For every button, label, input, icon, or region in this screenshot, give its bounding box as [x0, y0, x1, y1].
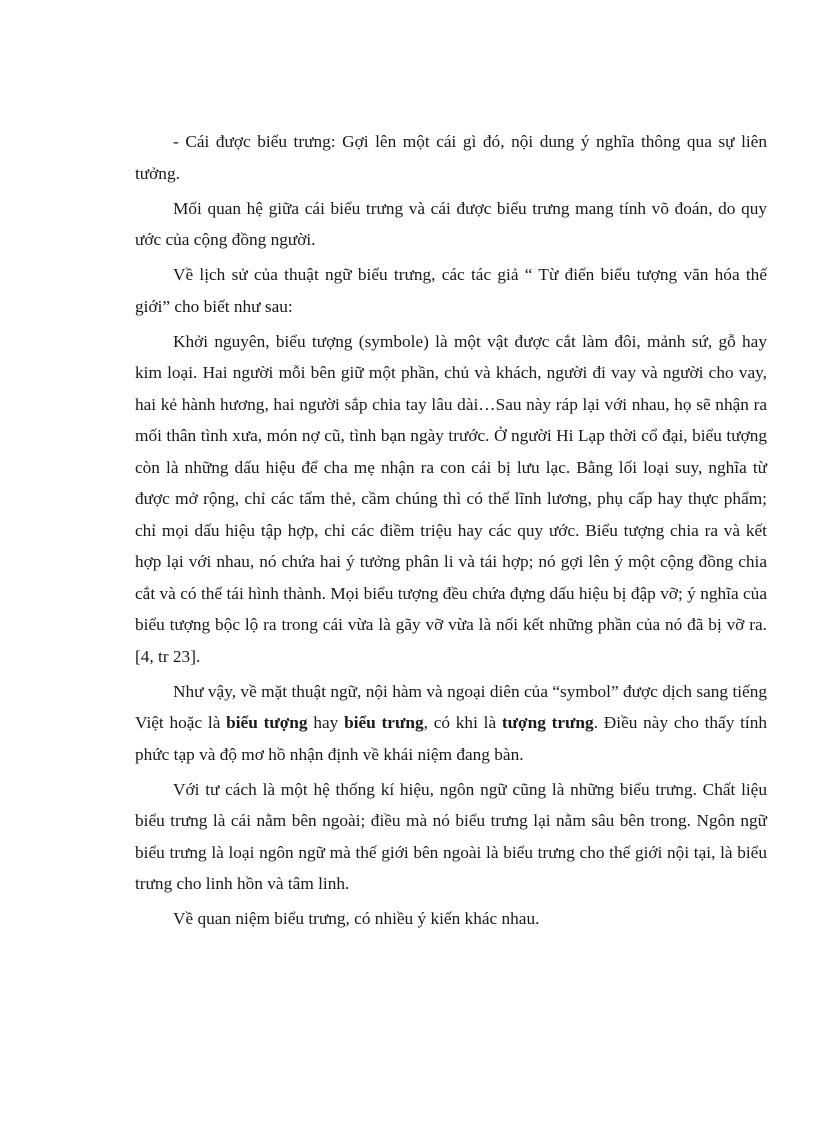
paragraph-terminology: [135, 676, 767, 771]
terminology-text-2: hay: [307, 713, 345, 732]
terminology-text-4: . Điều này cho thấy tính phức tạp và độ mơ hồ nhận định về khái niệm đang bàn.: [135, 713, 768, 764]
body-text: [135, 126, 767, 938]
terminology-text-1: Như vậy, về mặt thuật ngữ, nội hàm và ngoại diên của “symbol” được dịch sang tiếng Việt hoặc là: [135, 681, 767, 732]
paragraph-conceptions: Về quan niệm biểu trưng, có nhiều ý kiến khác nhau.: [173, 909, 540, 928]
term-tuong-trung: tượng trưng: [501, 713, 594, 732]
terminology-text-3: , có khi là: [423, 713, 502, 732]
paragraph-arbitrary-relation: Mối quan hệ giữa cái biểu trưng và cái được biểu trưng mang tính võ đoán, do quy ước của cộng đồng người.: [135, 198, 767, 249]
paragraph-signified: - Cái được biểu trưng: Gợi lên một cái gì đó, nội dung ý nghĩa thông qua sự liên tưởng.: [135, 132, 767, 183]
term-bieu-tuong: biểu tượng: [226, 713, 308, 732]
paragraph-quotation: Khởi nguyên, biểu tượng (symbole) là một vật được cắt làm đôi, mảnh sứ, gỗ hay kim loại. Hai người mỗi bên giữ một phần, chủ và khách, người đi vay và người cho vay, hai kẻ hành hương, hai người sắp chia tay lâu dài…Sau này ráp lại với nhau, họ sẽ nhận ra mối thân tình xưa, món nợ cũ, tình bạn ngày trước. Ở người Hi Lạp thời cổ đại, biểu tượng còn là những dấu hiệu để cha mẹ nhận ra con cái bị lưu lạc. Bằng lối loại suy, nghĩa từ được mở rộng, chỉ các tấm thẻ, cầm chúng thì có thể lĩnh lương, phụ cấp hay thực phẩm; chỉ mọi dấu hiệu tập hợp, chỉ các điềm triệu hay các quy ước. Biểu tượng chia ra và kết hợp lại với nhau, nó chứa hai ý tưởng phân li và tái hợp; nó gợi lên ý một cộng đồng chia cắt và có thể tái hình thành. Mọi biểu tượng đều chứa đựng dấu hiệu bị đập vỡ; ý nghĩa của biểu tượng bộc lộ ra trong cái vừa là gãy vỡ vừa là nối kết những phần của nó đã bị vỡ ra. [4, tr 23].: [135, 331, 767, 666]
paragraph-history-intro: Về lịch sử của thuật ngữ biểu trưng, các tác giả “ Từ điển biểu tượng văn hóa thế giới” cho biết như sau:: [135, 265, 767, 316]
term-bieu-trung: biểu trưng: [344, 713, 424, 732]
paragraph-language-symbols: Với tư cách là một hệ thống kí hiệu, ngôn ngữ cũng là những biểu trưng. Chất liệu biểu trưng là cái nằm bên ngoài; điều mà nó biểu trưng lại nằm sâu bên trong. Ngôn ngữ biểu trưng là loại ngôn ngữ mà thế giới bên ngoài là biểu trưng cho thế giới nội tại, là biểu trưng cho linh hồn và tâm linh.: [135, 779, 767, 893]
